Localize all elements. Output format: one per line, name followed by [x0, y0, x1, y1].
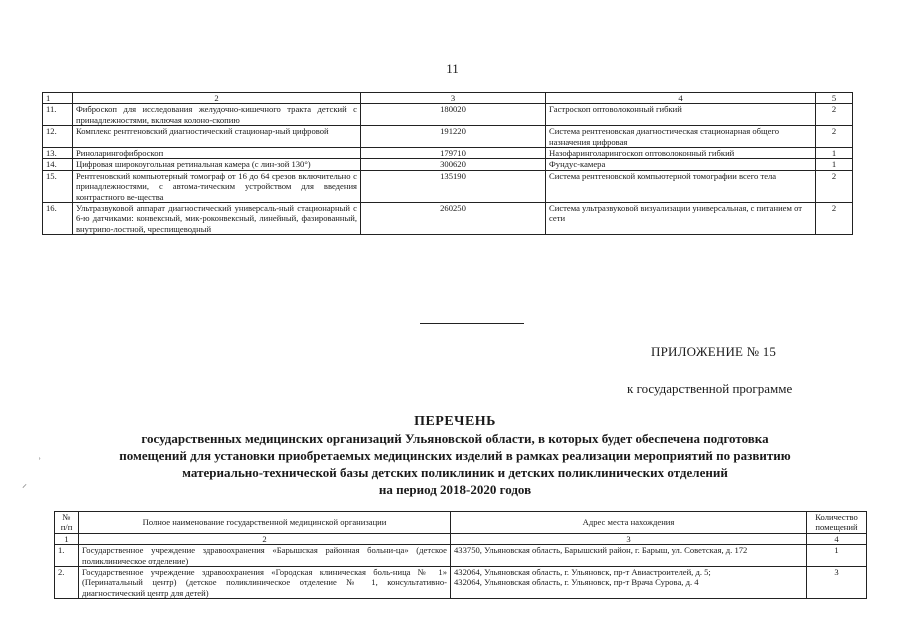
header-cell: 4	[546, 93, 816, 104]
row-number: 13.	[43, 148, 73, 159]
table-row	[55, 545, 867, 567]
organizations-table	[54, 511, 867, 599]
row-number: 14.	[43, 159, 73, 170]
table-row	[55, 567, 867, 599]
item-name: Риноларингофиброскоп	[73, 148, 361, 159]
annex-label: ПРИЛОЖЕНИЕ № 15	[651, 344, 777, 359]
item-qty: 2	[816, 126, 853, 148]
row-number: 12.	[43, 126, 73, 148]
item-name: Цифровая широкоугольная ретинальная камера (с лин-зой 130°)	[73, 159, 361, 170]
item-type: Фундус-камера	[546, 159, 816, 170]
org-name: Государственное учреждение здравоохранения «Городская клиническая боль-ница № 1» (Перинатальный центр) (детское поликлиническое отделение № 1, консультативно-диагностический центр для детей)	[79, 567, 451, 599]
room-count: 1	[807, 545, 867, 567]
item-qty: 1	[816, 148, 853, 159]
row-number: 16.	[43, 203, 73, 235]
header-cell: 2	[79, 533, 451, 544]
header-cell: 5	[816, 93, 853, 104]
header-cell: 3	[361, 93, 546, 104]
item-qty: 1	[816, 159, 853, 170]
item-type: Система рентгеновской компьютерной томографии всего тела	[546, 170, 816, 202]
page-number: 11	[446, 61, 459, 76]
item-code: 179710	[361, 148, 546, 159]
column-number-row	[55, 533, 867, 544]
row-number: 11.	[43, 104, 73, 126]
address-line: 432064, Ульяновская область, г. Ульяновск, пр-т Авиастроителей, д. 5;	[454, 567, 711, 578]
scan-mark: ˒	[38, 452, 42, 463]
header-cell: Количество помещений	[807, 512, 867, 534]
item-name: Ультразвуковой аппарат диагностический универсаль-ный стационарный с 6-ю датчиками: конвексный, мик-роконвексный, линейный, фазированный, внутрипо-лостной, чреспищеводный	[73, 203, 361, 235]
table-row	[43, 159, 853, 170]
table-row	[43, 148, 853, 159]
title-line: помещений для установки приобретаемых медицинских изделий в рамках реализации мероприятий по развитию	[119, 448, 791, 463]
row-number: 2.	[55, 567, 79, 599]
org-address	[451, 567, 807, 599]
table-header-row	[55, 512, 867, 534]
header-cell: № п/п	[55, 512, 79, 534]
table-row	[43, 104, 853, 126]
header-cell: 1	[55, 533, 79, 544]
title-line: на период 2018-2020 годов	[378, 482, 532, 497]
item-code: 180020	[361, 104, 546, 126]
section-divider	[420, 323, 524, 324]
item-code: 135190	[361, 170, 546, 202]
item-name: Комплекс рентгеновский диагностический стационар-ный цифровой	[73, 126, 361, 148]
document-title	[60, 413, 850, 498]
header-cell: 2	[73, 93, 361, 104]
item-code: 260250	[361, 203, 546, 235]
header-cell: Адрес места нахождения	[451, 512, 807, 534]
org-name: Государственное учреждение здравоохранения «Барышская районная больни-ца» (детское поликлиническое отделение)	[79, 545, 451, 567]
item-type: Система ультразвуковой визуализации универсальная, с питанием от сети	[546, 203, 816, 235]
annex-subtitle: к государственной программе	[627, 381, 793, 396]
item-qty: 2	[816, 170, 853, 202]
header-cell: 1	[43, 93, 73, 104]
item-code: 191220	[361, 126, 546, 148]
item-name: Фиброскоп для исследования желудочно-кишечного тракта детский с принадлежностями, включая колоно-скопию	[73, 104, 361, 126]
item-name: Рентгеновский компьютерный томограф от 16 до 64 срезов включительно с принадлежностями, с автома-тическим устройством для введения контрастного ве-щества	[73, 170, 361, 202]
item-qty: 2	[816, 104, 853, 126]
header-cell: Полное наименование государственной медицинской организации	[79, 512, 451, 534]
room-count: 3	[807, 567, 867, 599]
header-cell: 3	[451, 533, 807, 544]
table-row	[43, 126, 853, 148]
item-type: Назофаринголарингоскоп оптоволоконный гибкий	[546, 148, 816, 159]
item-type: Система рентгеновская диагностическая стационарная общего назначения цифровая	[546, 126, 816, 148]
org-address: 433750, Ульяновская область, Барышский район, г. Барыш, ул. Советская, д. 172	[451, 545, 807, 567]
row-number: 15.	[43, 170, 73, 202]
item-code: 300620	[361, 159, 546, 170]
title-line: материально-технической базы детских поликлиник и детских поликлинических отделений	[182, 465, 728, 480]
title-main: ПЕРЕЧЕНЬ	[414, 414, 496, 429]
item-qty: 2	[816, 203, 853, 235]
row-number: 1.	[55, 545, 79, 567]
table-header-row	[43, 93, 853, 104]
header-cell: 4	[807, 533, 867, 544]
scan-mark: ⸝	[22, 479, 27, 490]
address-line: 432064, Ульяновская область, г. Ульяновск, пр-т Врача Сурова, д. 4	[454, 577, 699, 588]
title-line: государственных медицинских организаций Ульяновской области, в которых будет обеспечена подготовка	[141, 431, 769, 446]
table-row	[43, 170, 853, 202]
item-type: Гастроскоп оптоволоконный гибкий	[546, 104, 816, 126]
table-row	[43, 203, 853, 235]
equipment-table	[42, 92, 853, 235]
